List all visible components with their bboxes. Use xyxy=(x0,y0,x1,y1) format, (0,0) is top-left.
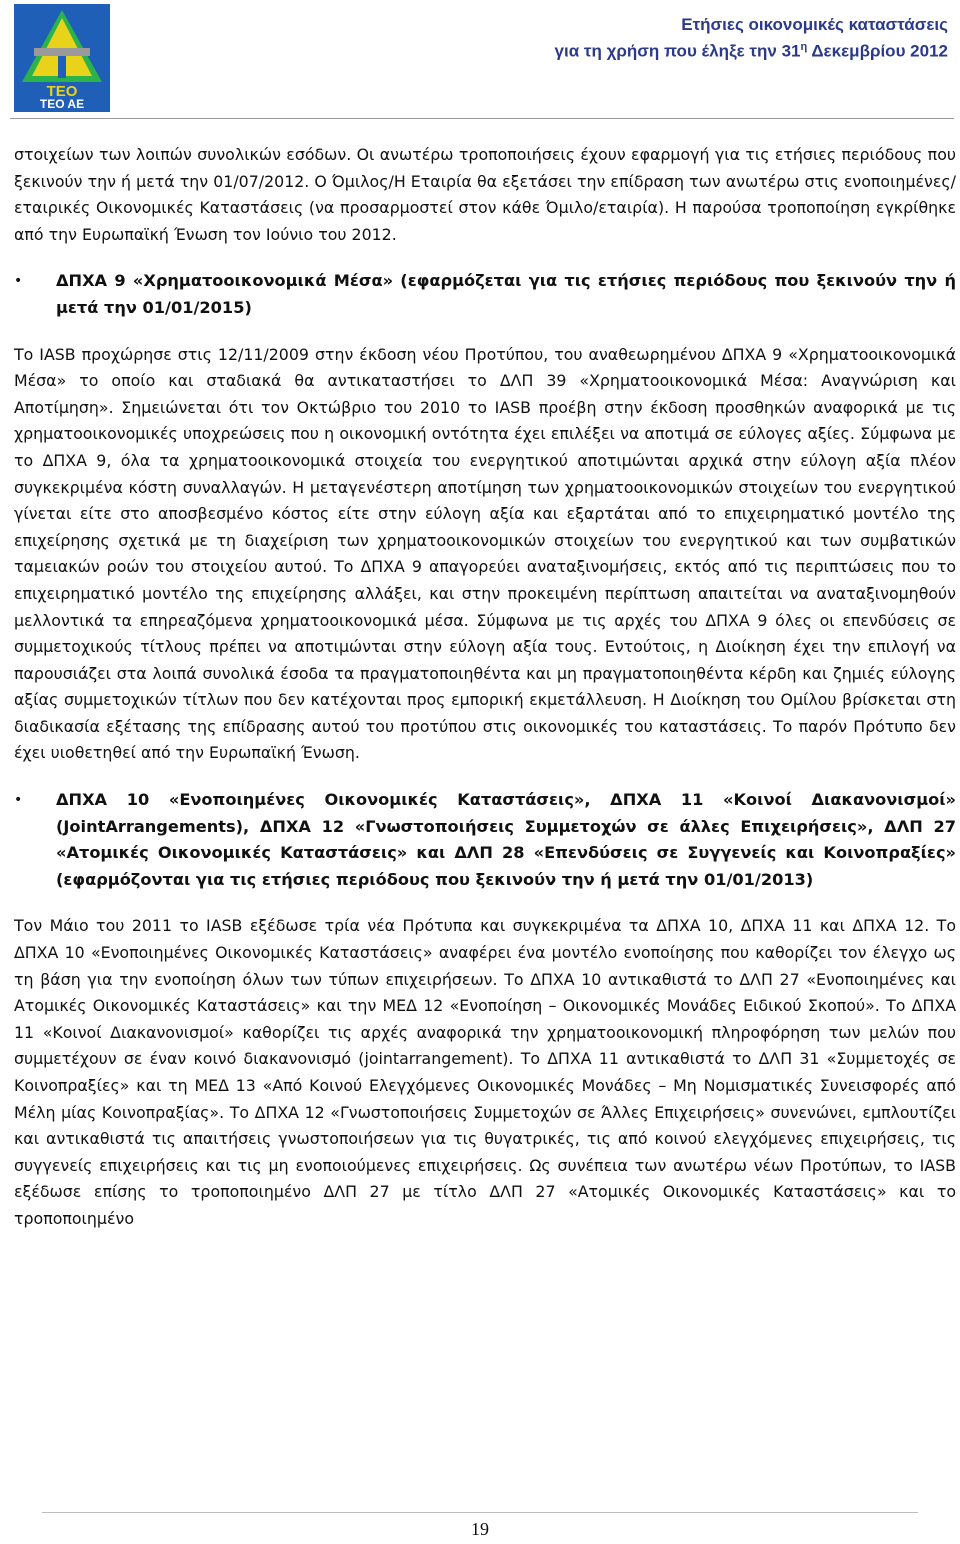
header-divider xyxy=(10,118,954,119)
header-line-2-end: Δεκεμβρίου 2012 xyxy=(807,41,948,61)
document-header xyxy=(555,14,948,63)
paragraph-2: Το IASB προχώρησε στις 12/11/2009 στην έκδοση νέου Προτύπου, του αναθεωρημένου ΔΠΧΑ 9 «Χρηματοοικονομικά Μέσα» το οποίο και σταδιακά θα αντικαταστήσει το ΔΛΠ 39 «Χρηματοοικονομικά Μέσα: Αναγνώριση και Αποτίμηση». Σημειώνεται ότι τον Οκτώβριο του 2010 το IASB προέβη στην έκδοση προσθηκών αναφορικά με τις χρηματοοικονομικές υποχρεώσεις που η οικονομική οντότητα έχει επιλέξει να αποτιμά σε εύλογες αξίες. Σύμφωνα με το ΔΠΧΑ 9, όλα τα χρηματοοικονομικά στοιχεία του ενεργητικού αποτιμώνται αρχικά στην εύλογη αξία πλέον συγκεκριμένα κόστη συναλλαγών. Η μεταγενέστερη αποτίμηση των χρηματοοικονομικών στοιχείων του ενεργητικού γίνεται είτε στο αποσβεσμένο κόστος είτε στην εύλογη αξία και εξαρτάται από το επιχειρηματικό μοντέλο της επιχείρησης σχετικά με τη διαχείριση των χρηματοοικονομικών στοιχείων του ενεργητικού και των συμβατικών ταμειακών ροών του στοιχείου αυτού. Το ΔΠΧΑ 9 απαγορεύει αναταξινομήσεις, εκτός από τις περιπτώσεις που το επιχειρηματικό μοντέλο της επιχείρησης αλλάξει, και στην προκειμένη περίπτωση απαιτείται να αναταξινομηθούν μελλοντικά τα επηρεαζόμενα χρηματοοικονομικά μέσα. Σύμφωνα με τις αρχές του ΔΠΧΑ 9 όλες οι επενδύσεις σε συμμετοχικούς τίτλους πρέπει να αποτιμώνται στην εύλογη αξία τους. Εντούτοις, η Διοίκηση έχει την επιλογή να παρουσιάζει στα λοιπά συνολικά έσοδα τα πραγματοποιηθέντα και μη πραγματοποιηθέντα κέρδη και ζημιές εύλογης αξίας συμμετοχικών τίτλων που δεν κατέχονται προς εμπορική εκμετάλλευση. Η Διοίκηση του Ομίλου βρίσκεται στη διαδικασία εξέτασης της επίδρασης αυτού του προτύπου στις οικονομικές του καταστάσεις. Το παρόν Πρότυπο δεν έχει υιοθετηθεί από την Ευρωπαϊκή Ένωση. xyxy=(14,344,956,763)
document-body xyxy=(14,142,956,1233)
header-line-2-sup: η xyxy=(800,41,808,53)
footer-divider xyxy=(42,1512,918,1513)
header-line-1: Ετήσιες οικονομικές καταστάσεις xyxy=(681,15,948,34)
bullet-item-2 xyxy=(14,787,956,893)
bullet-icon: • xyxy=(14,792,23,809)
bullet-item-1 xyxy=(14,268,956,321)
header-line-2 xyxy=(555,36,948,63)
paragraph-3: Τον Μάιο του 2011 το IASB εξέδωσε τρία νέα Πρότυπα και συγκεκριμένα τα ΔΠΧΑ 10, ΔΠΧΑ 11 και ΔΠΧΑ 12. Το ΔΠΧΑ 10 «Ενοποιημένες Οικονομικές Καταστάσεις» αναφέρει ένα μοντέλο ενοποίησης που καθορίζει τον έλεγχο ως τη βάση για την ενοποίηση όλων των τύπων επιχειρήσεων. Το ΔΠΧΑ 10 αντικαθιστά το ΔΛΠ 27 «Ενοποιημένες και Ατομικές Οικονομικές Καταστάσεις» και την ΜΕΔ 12 «Ενοποίηση – Οικονομικές Μονάδες Ειδικού Σκοπού». Το ΔΠΧΑ 11 «Κοινοί Διακανονισμοί» καθορίζει τις αρχές αναφορικά την χρηματοοικονομική πληροφόρηση των μελών που συμμετέχουν σε έναν κοινό διακανονισμό (jointarrangement). Το ΔΠΧΑ 11 αντικαθιστά το ΔΛΠ 31 «Συμμετοχές σε Κοινοπραξίες» και τη ΜΕΔ 13 «Από Κοινού Ελεγχόμενες Οικονομικές Μονάδες – Μη Νομισματικές Συνεισφορές από Μέλη μίας Κοινοπραξίας». Το ΔΠΧΑ 12 «Γνωστοποιήσεις Συμμετοχών σε Άλλες Επιχειρήσεις» συνενώνει, εμπλουτίζει και αντικαθιστά τις απαιτήσεις γνωστοποιήσεων για τις θυγατρικές, τις από κοινού ελεγχόμενες επιχειρήσεις, τις συγγενείς επιχειρήσεις και τις μη ενοποιούμενες επιχειρήσεις. Ως συνέπεια των ανωτέρω νέων Προτύπων, το IASB εξέδωσε επίσης το τροποποιημένο ΔΛΠ 27 με τίτλο ΔΛΠ 27 «Ατομικές Οικονομικές Καταστάσεις» και το τροποποιημένο xyxy=(14,916,956,1228)
paragraph-1: στοιχείων των λοιπών συνολικών εσόδων. Οι ανωτέρω τροποποιήσεις έχουν εφαρμογή για τις ετήσιες περιόδους που ξεκινούν την ή μετά την 01/07/2012. Ο Όμιλος/Η Εταιρία θα εξετάσει την επίδραση των ανωτέρω στις ενοποιημένες/εταιρικές Οικονομικές Καταστάσεις (να προσαρμοστεί στον κάθε Όμιλο/εταιρία). Η παρούσα τροποποίηση εγκρίθηκε από την Ευρωπαϊκή Ένωση τον Ιούνιο του 2012. xyxy=(14,145,956,244)
bullet-icon: • xyxy=(14,273,23,290)
header-line-2-start: για τη χρήση που έληξε την 31 xyxy=(554,41,801,61)
bullet-item-1-text: ΔΠΧΑ 9 «Χρηματοοικονομικά Μέσα» (εφαρμόζεται για τις ετήσιες περιόδους που ξεκινούν την ή μετά την 01/01/2015) xyxy=(56,271,956,317)
page-number: 19 xyxy=(471,1519,489,1539)
teo-logo xyxy=(14,4,110,112)
bullet-item-2-text: ΔΠΧΑ 10 «Ενοποιημένες Οικονομικές Καταστάσεις», ΔΠΧΑ 11 «Κοινοί Διακανονισμοί» (JointArrangements), ΔΠΧΑ 12 «Γνωστοποιήσεις Συμμετοχών σε άλλες Επιχειρήσεις», ΔΛΠ 27 «Ατομικές Οικονομικές Καταστάσεις» και ΔΛΠ 28 «Επενδύσεις σε Συγγενείς και Κοινοπραξίες» (εφαρμόζονται για τις ετήσιες περιόδους που ξεκινούν την ή μετά την 01/01/2013) xyxy=(56,790,956,889)
svg-text:TEO AE: TEO AE xyxy=(39,97,85,111)
svg-text:TEO: TEO xyxy=(46,83,78,100)
